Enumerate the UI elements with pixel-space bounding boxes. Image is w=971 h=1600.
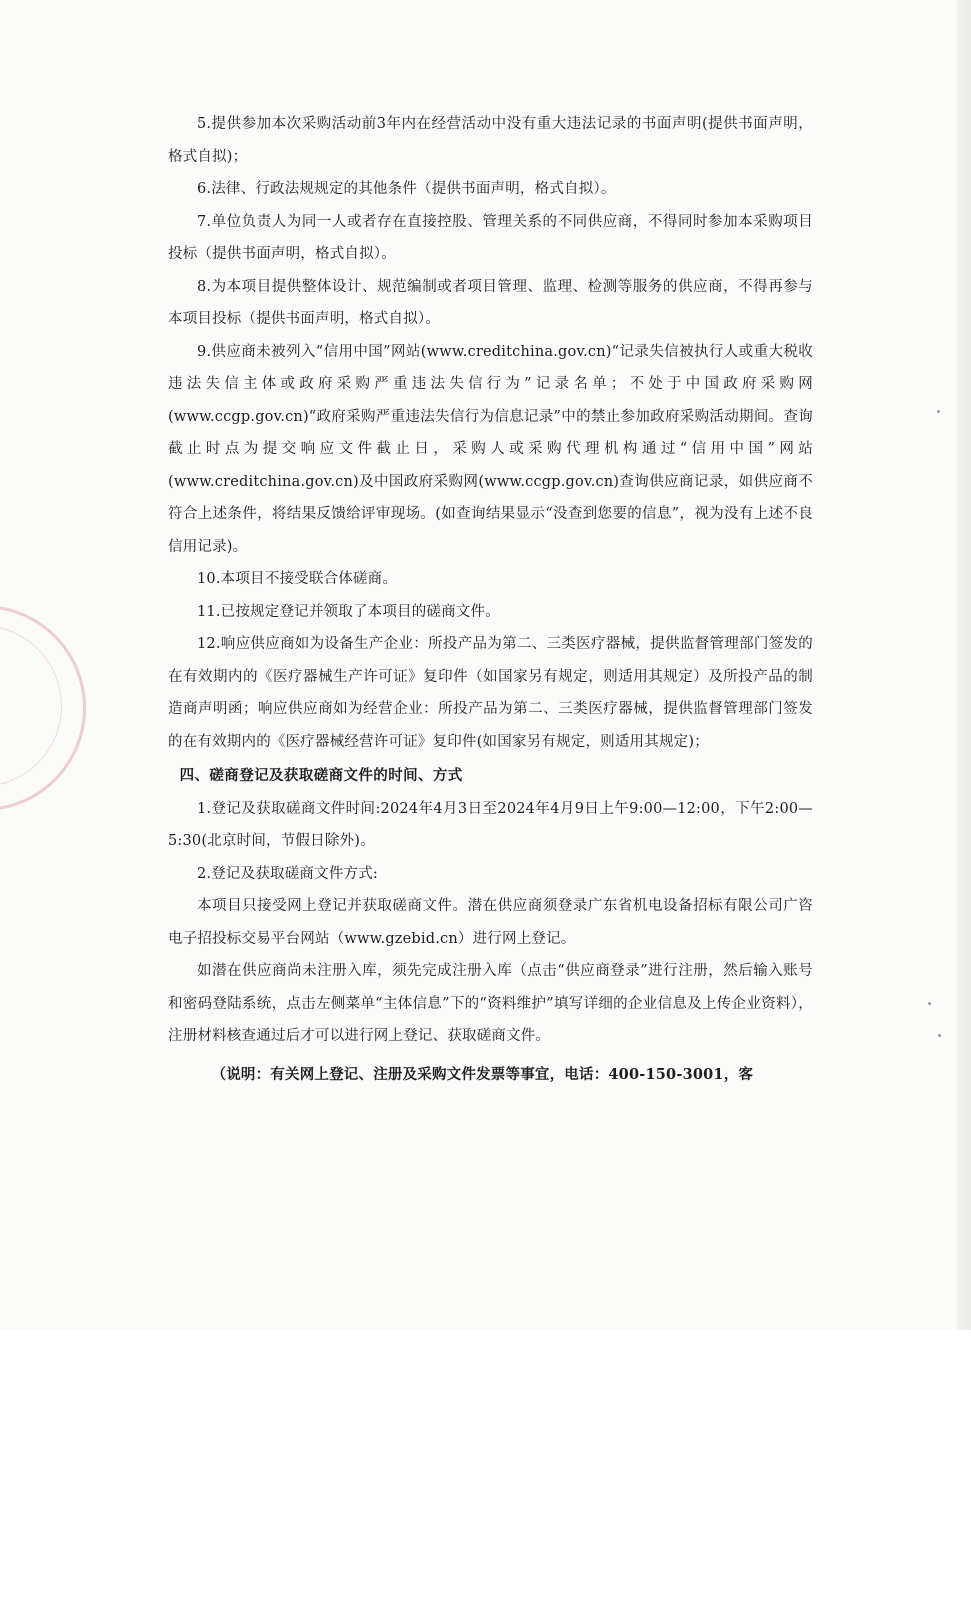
clause-9: 9.供应商未被列入“信用中国”网站(www.creditchina.gov.cn)“记录失信被执行人或重大税收违法失信主体或政府采购严重违法失信行为”记录名单；不处于中国政府采购网(www.ccgp.gov.cn)“政府采购严重违法失信行为信息记录”中的禁止参加政府采购活动期间。查询截止时点为提交响应文件截止日，采购人或采购代理机构通过“信用中国”网站(www.creditchina.gov.cn)及中国政府采购网(www.ccgp.gov.cn)查询供应商记录，如供应商不符合上述条件，将结果反馈给评审现场。(如查询结果显示“没查到您要的信息”，视为没有上述不良信用记录)。: [168, 343, 813, 555]
clause-6: 6.法律、行政法规规定的其他条件（提供书面声明，格式自拟）。: [197, 181, 616, 197]
section-4-item-1: 1.登记及获取磋商文件时间:2024年4月3日至2024年4月9日上午9:00—12:00，下午2:00—5:30(北京时间，节假日除外)。: [168, 800, 813, 849]
section-4-heading: 四、磋商登记及获取磋商文件的时间、方式: [179, 767, 463, 784]
clause-12: 12.响应供应商如为设备生产企业：所投产品为第二、三类医疗器械，提供监督管理部门签发的在有效期内的《医疗器械生产许可证》复印件（如国家另有规定，则适用其规定）及所投产品的制造商声明函；响应供应商如为经营企业：所投产品为第二、三类医疗器械，提供监督管理部门签发的在有效期内的《医疗器械经营许可证》复印件(如国家另有规定，则适用其规定)；: [168, 636, 813, 750]
clause-10: 10.本项目不接受联合体磋商。: [197, 571, 398, 587]
section-4-registration-instructions: 如潜在供应商尚未注册入库，须先完成注册入库（点击“供应商登录”进行注册，然后输入账号和密码登陆系统，点击左侧菜单“主体信息”下的“资料维护”填写详细的企业信息及上传企业资料），注册材料核查通过后才可以进行网上登记、获取磋商文件。: [168, 963, 813, 1044]
section-4-online-registration: 本项目只接受网上登记并获取磋商文件。潜在供应商须登录广东省机电设备招标有限公司广咨电子招投标交易平台网站（www.gzebid.cn）进行网上登记。: [168, 898, 813, 947]
page-edge-shadow: [957, 0, 971, 1330]
clause-5: 5.提供参加本次采购活动前3年内在经营活动中没有重大违法记录的书面声明(提供书面声明，格式自拟)；: [168, 116, 813, 165]
section-4-contact-note: （说明：有关网上登记、注册及采购文件发票等事宜，电话：400-150-3001，客: [211, 1065, 754, 1083]
clause-11: 11.已按规定登记并领取了本项目的磋商文件。: [197, 603, 500, 620]
clause-8: 8.为本项目提供整体设计、规范编制或者项目管理、监理、检测等服务的供应商，不得再参与本项目投标（提供书面声明，格式自拟）。: [168, 278, 813, 327]
scan-speck: [938, 1034, 941, 1037]
section-4-item-2: 2.登记及获取磋商文件方式:: [197, 865, 379, 882]
scan-speck: [928, 1002, 931, 1005]
document-body: [168, 108, 813, 1091]
clause-7: 7.单位负责人为同一人或者存在直接控股、管理关系的不同供应商，不得同时参加本采购项目投标（提供书面声明，格式自拟）。: [168, 213, 813, 262]
scan-speck: [937, 410, 940, 413]
